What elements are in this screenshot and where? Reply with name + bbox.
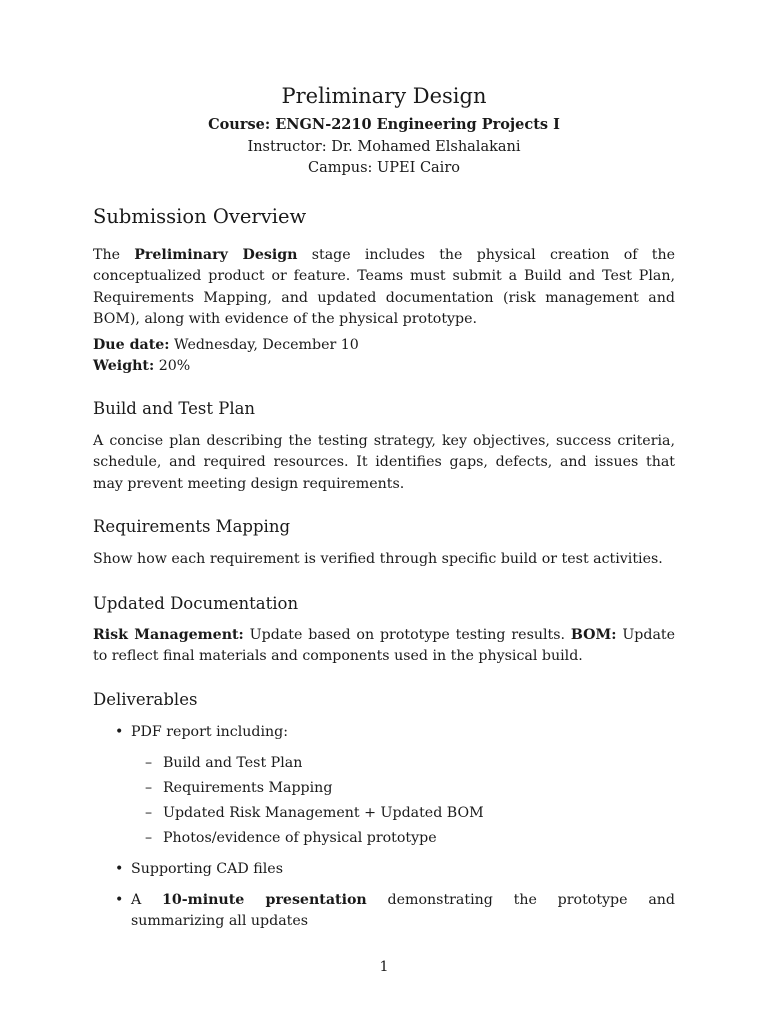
overview-paragraph <box>93 245 675 330</box>
requirements-mapping-paragraph: Show how each requirement is verified through specific build or test activities. <box>93 551 663 567</box>
bom-label: BOM: <box>570 627 617 643</box>
requirements-mapping-heading: Requirements Mapping <box>93 517 291 536</box>
instructor-line: Instructor: Dr. Mohamed Elshalakani <box>247 139 521 155</box>
build-test-plan-heading: Build and Test Plan <box>93 399 256 418</box>
overview-text-rest: stage includes the physical creation of the conceptualized product or feature. Teams must submit a Build and Test Plan, Requirements Mapping, and updated documentation (risk management and BOM), along with evidence of the physical prototype. <box>93 247 675 327</box>
dash-marker: – <box>145 755 153 771</box>
overview-text-prefix: The <box>93 247 135 263</box>
due-date-label: Due date: <box>93 337 170 353</box>
bullet-marker: • <box>115 892 124 908</box>
due-date-value: Wednesday, December 10 <box>169 337 359 353</box>
risk-management-label: Risk Management: <box>93 627 244 643</box>
dash-marker: – <box>145 830 153 846</box>
course-line: Course: ENGN-2210 Engineering Projects I <box>208 116 560 133</box>
page-number: 1 <box>379 959 389 975</box>
deliverable-presentation <box>131 890 675 932</box>
sub-item-photos: Photos/evidence of physical prototype <box>163 830 437 846</box>
deliverables-heading: Deliverables <box>93 690 198 709</box>
sub-item-requirements-mapping: Requirements Mapping <box>163 780 333 796</box>
bullet-marker: • <box>115 724 124 740</box>
presentation-bold: 10-minute presentation <box>162 892 367 908</box>
weight-label: Weight: <box>93 358 155 374</box>
sub-item-build-test-plan: Build and Test Plan <box>163 755 303 771</box>
dash-marker: – <box>145 780 153 796</box>
deliverable-cad-files: Supporting CAD files <box>131 861 283 877</box>
dash-marker: – <box>145 805 153 821</box>
document-title: Preliminary Design <box>281 84 487 108</box>
due-date-line <box>93 335 359 355</box>
updated-documentation-paragraph <box>93 625 675 668</box>
presentation-prefix: A <box>131 892 163 908</box>
updated-documentation-heading: Updated Documentation <box>93 594 299 613</box>
weight-line <box>93 356 190 376</box>
risk-management-text: Update based on prototype testing results. <box>243 627 571 643</box>
bom-text: Update to reflect final materials and components used in the physical build. <box>93 627 676 665</box>
build-test-plan-paragraph: A concise plan describing the testing strategy, key objectives, success criteria, schedule, and required resources. It identifies gaps, defects, and issues that may prevent meeting design requirements. <box>93 433 675 492</box>
bullet-marker: • <box>115 861 124 877</box>
presentation-rest: demonstrating the prototype and summarizing all updates <box>131 892 675 929</box>
sub-item-risk-bom: Updated Risk Management + Updated BOM <box>163 805 484 821</box>
deliverable-pdf-report: PDF report including: <box>131 724 288 740</box>
submission-overview-heading: Submission Overview <box>93 205 307 228</box>
overview-bold-term: Preliminary Design <box>134 247 298 263</box>
deliverables-list <box>115 722 675 942</box>
weight-value: 20% <box>154 358 191 374</box>
campus-line: Campus: UPEI Cairo <box>308 160 460 176</box>
